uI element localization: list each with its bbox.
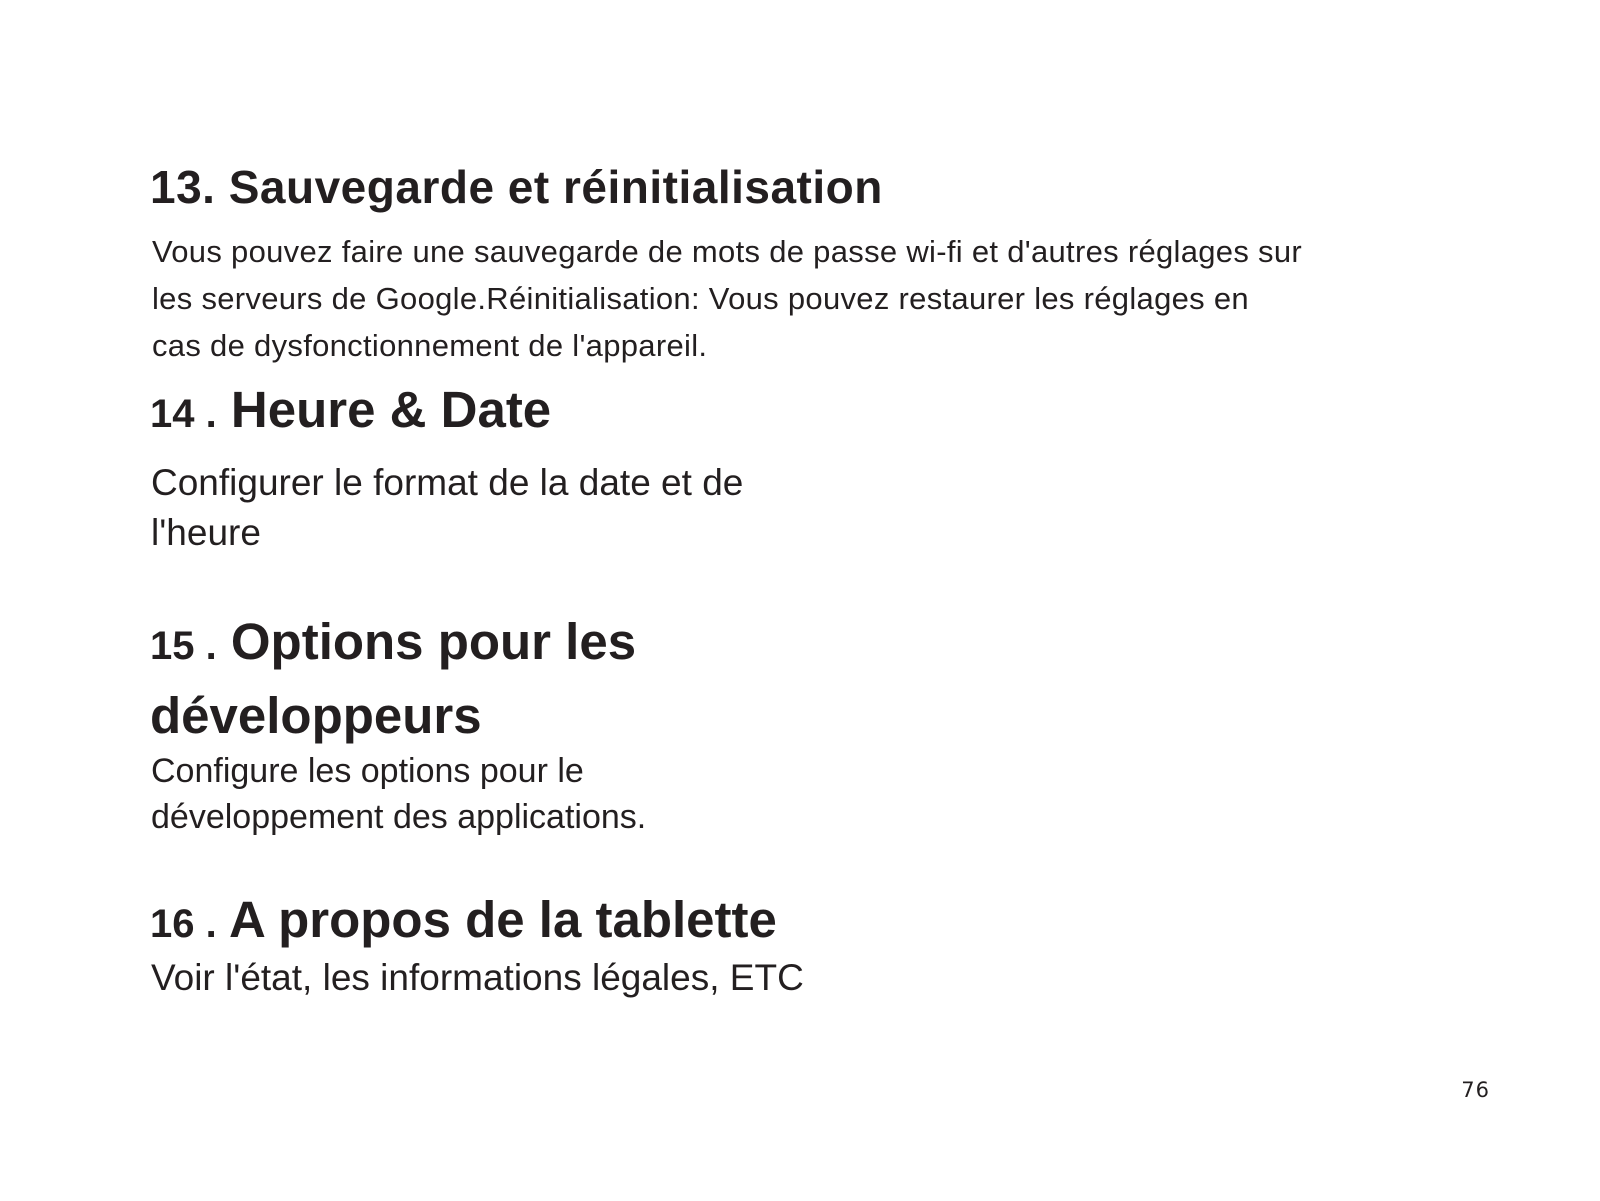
section-13-heading	[150, 160, 883, 214]
section-13-number: 13.	[150, 161, 216, 213]
section-15-number: 15 .	[150, 624, 217, 668]
section-14-title: Heure & Date	[230, 381, 552, 438]
section-15-heading	[150, 607, 636, 751]
section-14-heading	[150, 380, 551, 439]
section-13-line: Vous pouvez faire une sauvegarde de mots de passe wi-fi et d'autres réglages sur	[152, 234, 1303, 269]
section-16-line: Voir l'état, les informations légales, ETC	[151, 957, 804, 998]
section-14-line: Configurer le format de la date et de	[151, 462, 744, 503]
section-16-title: A propos de la tablette	[229, 891, 777, 948]
page-number: 76	[1461, 1078, 1490, 1102]
section-15-body	[151, 748, 646, 840]
section-14-line: l'heure	[151, 512, 261, 553]
section-13-line: cas de dysfonctionnement de l'appareil.	[152, 328, 708, 363]
section-16-heading	[150, 890, 777, 949]
section-15-title-line: Options pour les	[230, 613, 637, 670]
section-16-number: 16 .	[150, 902, 217, 946]
section-15-line: développement des applications.	[151, 798, 647, 836]
section-13-body	[152, 228, 1302, 369]
section-15-title-line: développeurs	[150, 687, 482, 744]
section-14-number: 14 .	[150, 392, 217, 436]
section-16-body	[151, 953, 804, 1003]
section-14-body	[151, 458, 743, 558]
section-13-title: Sauvegarde et réinitialisation	[228, 161, 883, 213]
section-13-line: les serveurs de Google.Réinitialisation: Vous pouvez restaurer les réglages en	[152, 281, 1249, 316]
section-15-line: Configure les options pour le	[151, 752, 584, 790]
